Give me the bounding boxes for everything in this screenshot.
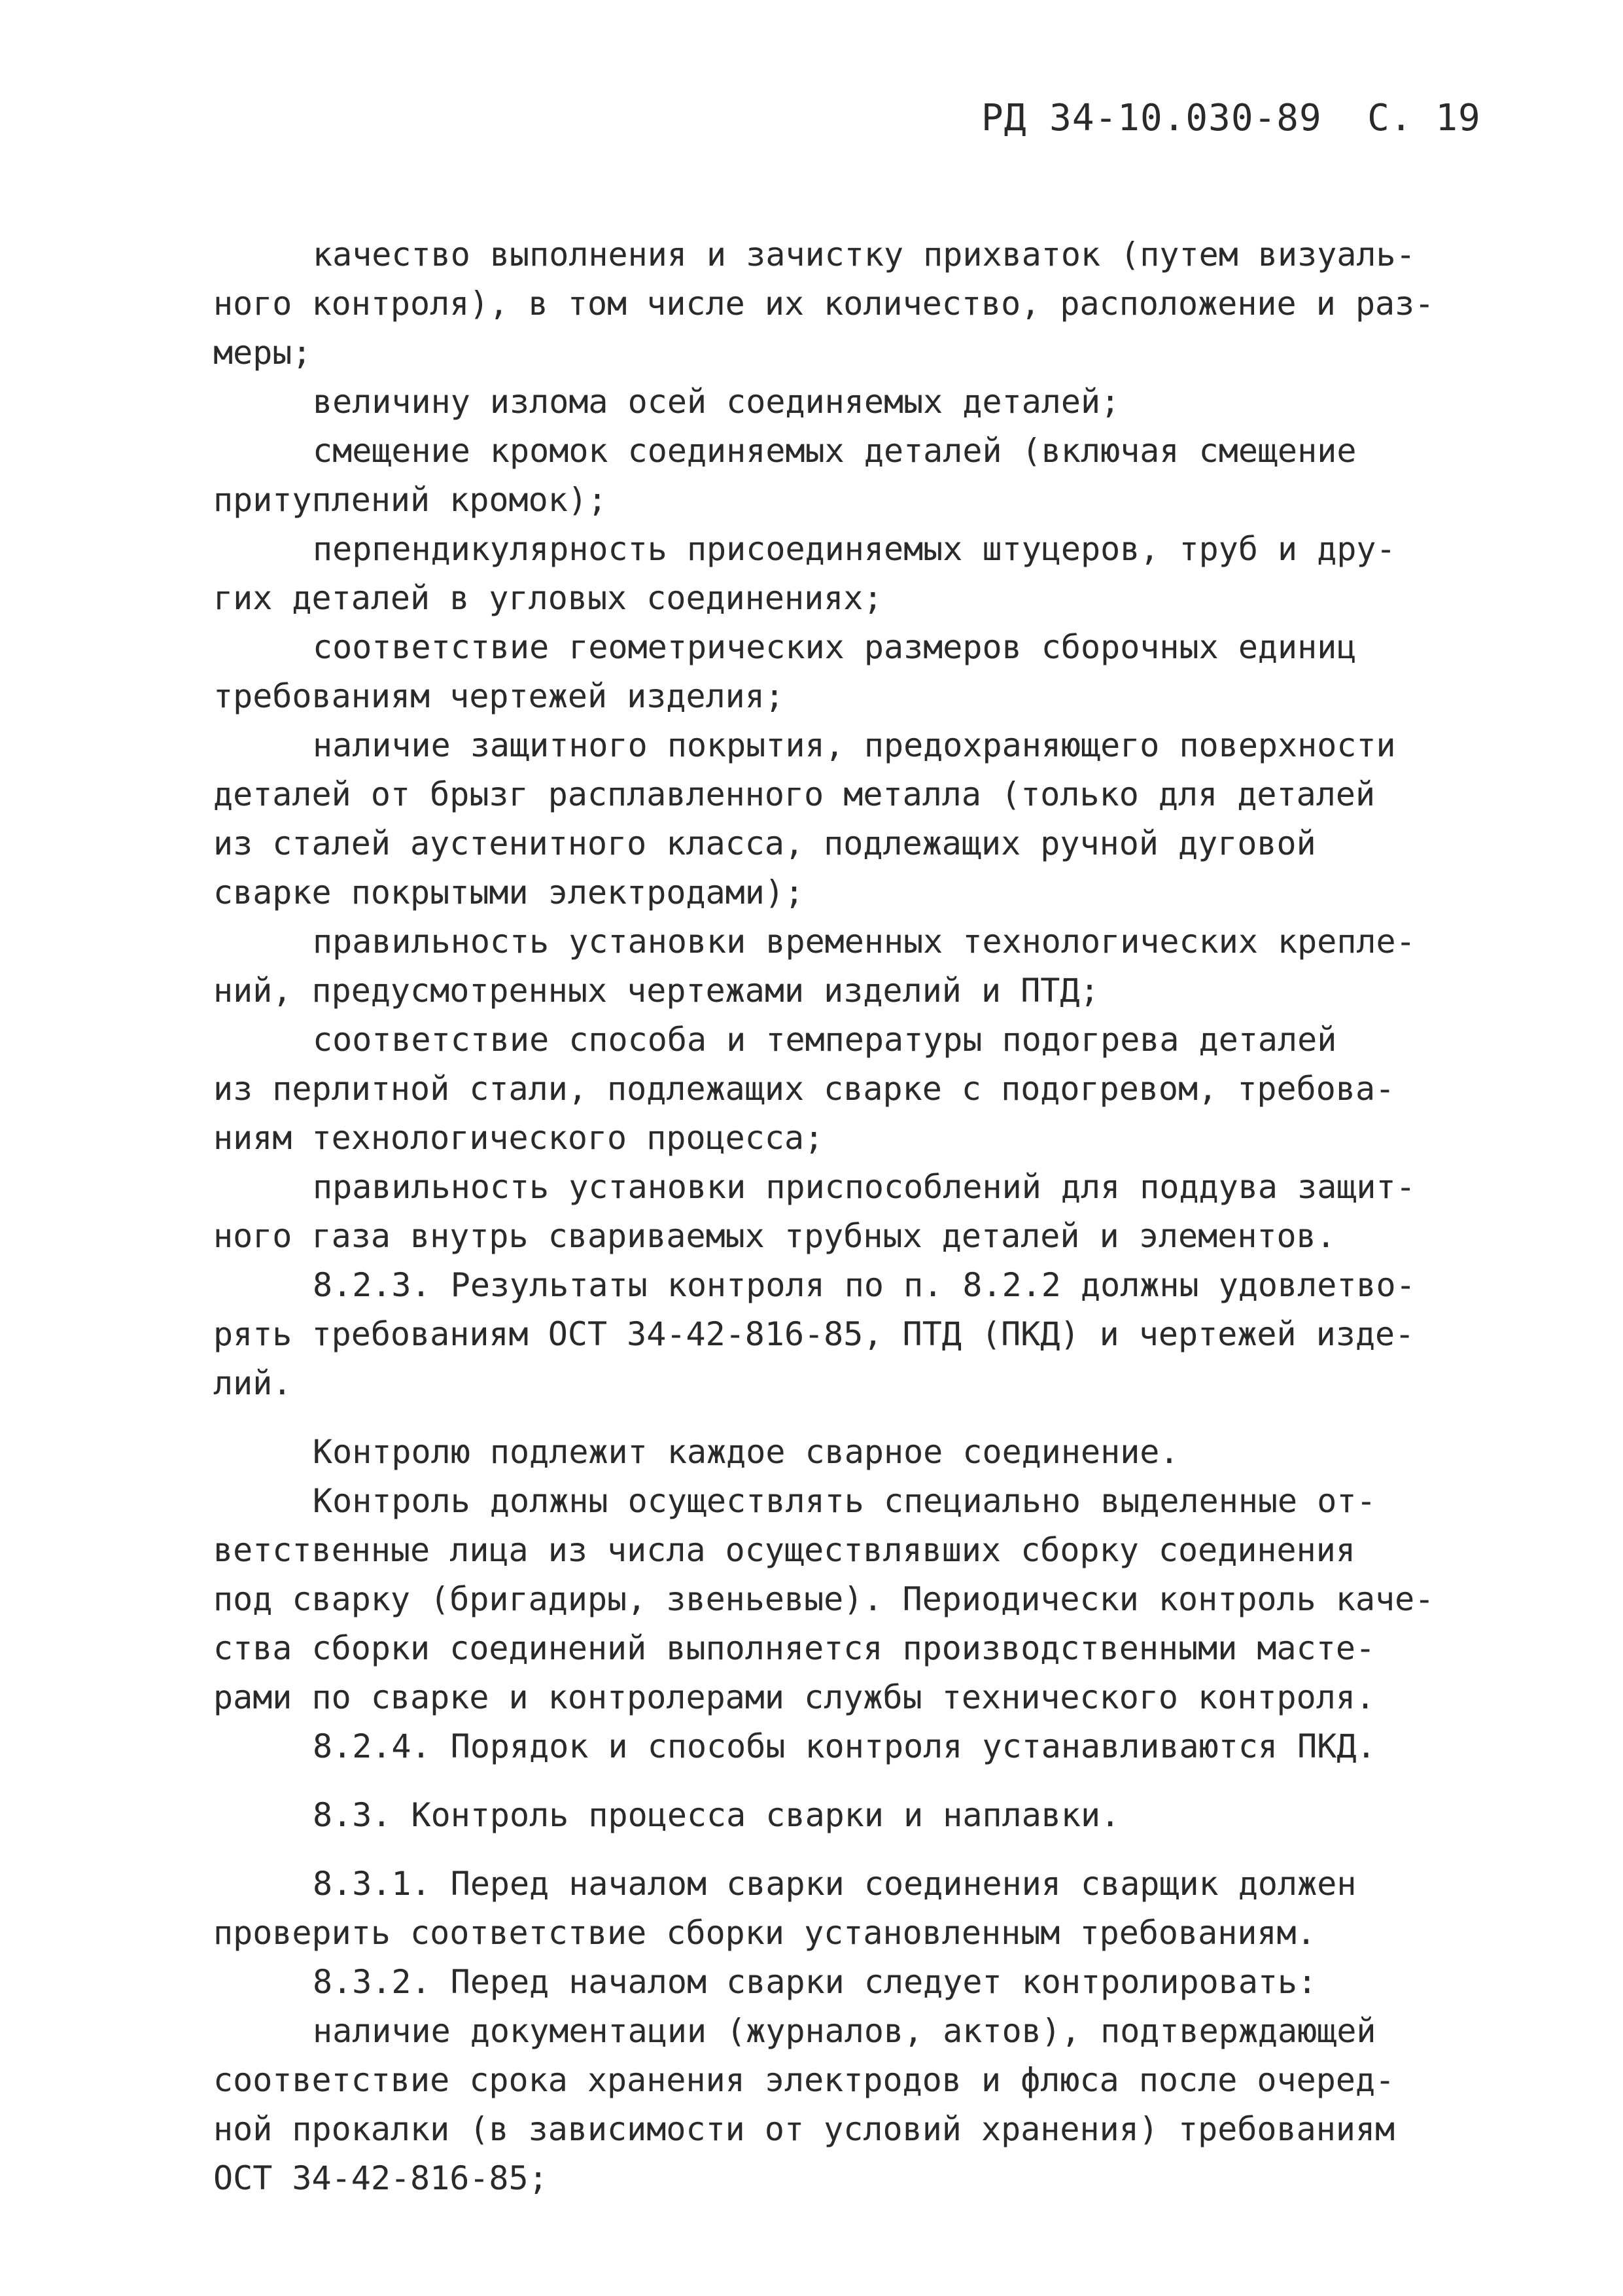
text-line: сварке покрытыми электродами); [213, 874, 805, 911]
text-line: перпендикулярность присоединяемых штуцеров, труб и дру- [313, 530, 1396, 568]
text-line: ного газа внутрь свариваемых трубных деталей и элементов. [213, 1217, 1336, 1255]
text-line: требованиям чертежей изделия; [213, 677, 784, 715]
text-line: под сварку (бригадиры, звеньевые). Периодически контроль каче- [213, 1580, 1435, 1618]
text-line: качество выполнения и зачистку прихваток (путем визуаль- [313, 236, 1416, 274]
text-line: ства сборки соединений выполняется производственными масте- [213, 1629, 1376, 1667]
section-heading: 8.3. Контроль процесса сварки и наплавки. [313, 1796, 1121, 1834]
text-line: лий. [213, 1364, 292, 1402]
text-line: гих деталей в угловых соединениях; [213, 579, 883, 617]
text-line: меры; [213, 334, 312, 372]
text-line: ний, предусмотренных чертежами изделий и ПТД; [213, 972, 1100, 1010]
text-line: проверить соответствие сборки установленным требованиям. [213, 1914, 1316, 1952]
page-number: С. 19 [1367, 97, 1481, 139]
text-line: ниям технологического процесса; [213, 1119, 824, 1157]
text-line: 8.2.3. Результаты контроля по п. 8.2.2 должны удовлетво- [313, 1266, 1416, 1304]
text-line: соответствие срока хранения электродов и флюса после очеред- [213, 2061, 1395, 2099]
text-line: 8.3.2. Перед началом сварки следует контролировать: [313, 1963, 1318, 2001]
text-line: из перлитной стали, подлежащих сварке с подогревом, требова- [213, 1070, 1395, 1108]
text-line: ной прокалки (в зависимости от условий хранения) требованиям [213, 2110, 1395, 2148]
text-line: соответствие способа и температуры подогрева деталей [313, 1021, 1337, 1059]
text-line: правильность установки временных технологических крепле- [313, 923, 1416, 961]
document-code: РД 34-10.030-89 [981, 97, 1322, 139]
text-line: из сталей аустенитного класса, подлежащих ручной дуговой [213, 824, 1316, 862]
text-line: 8.2.4. Порядок и способы контроля устанавливаются ПКД. [313, 1727, 1376, 1765]
text-line: ного контроля), в том числе их количество, расположение и раз- [213, 285, 1435, 323]
text-line: правильность установки приспособлений для поддува защит- [313, 1168, 1416, 1206]
text-line: притуплений кромок); [213, 481, 608, 519]
page-header [981, 97, 1481, 139]
text-line: ветственные лица из числа осуществлявших сборку соединения [213, 1531, 1355, 1569]
text-line: наличие документации (журналов, актов), подтверждающей [313, 2012, 1376, 2050]
text-line: рять требованиям ОСТ 34-42-816-85, ПТД (ПКД) и чертежей изде- [213, 1315, 1415, 1353]
document-body [213, 230, 1489, 2203]
text-line: величину излома осей соединяемых деталей; [313, 383, 1121, 421]
text-line: ОСТ 34-42-816-85; [213, 2159, 548, 2197]
text-line: Контроль должны осуществлять специально выделенные от- [313, 1482, 1376, 1520]
text-line: деталей от брызг расплавленного металла (только для деталей [213, 775, 1376, 813]
text-line: Контролю подлежит каждое сварное соединение. [313, 1433, 1179, 1471]
text-line: соответствие геометрических размеров сборочных единиц [313, 628, 1357, 666]
text-line: 8.3.1. Перед началом сварки соединения сварщик должен [313, 1865, 1357, 1903]
text-line: рами по сварке и контролерами службы технического контроля. [213, 1678, 1376, 1716]
text-line: смещение кромок соединяемых деталей (включая смещение [313, 432, 1357, 470]
text-line: наличие защитного покрытия, предохраняющего поверхности [313, 726, 1396, 764]
